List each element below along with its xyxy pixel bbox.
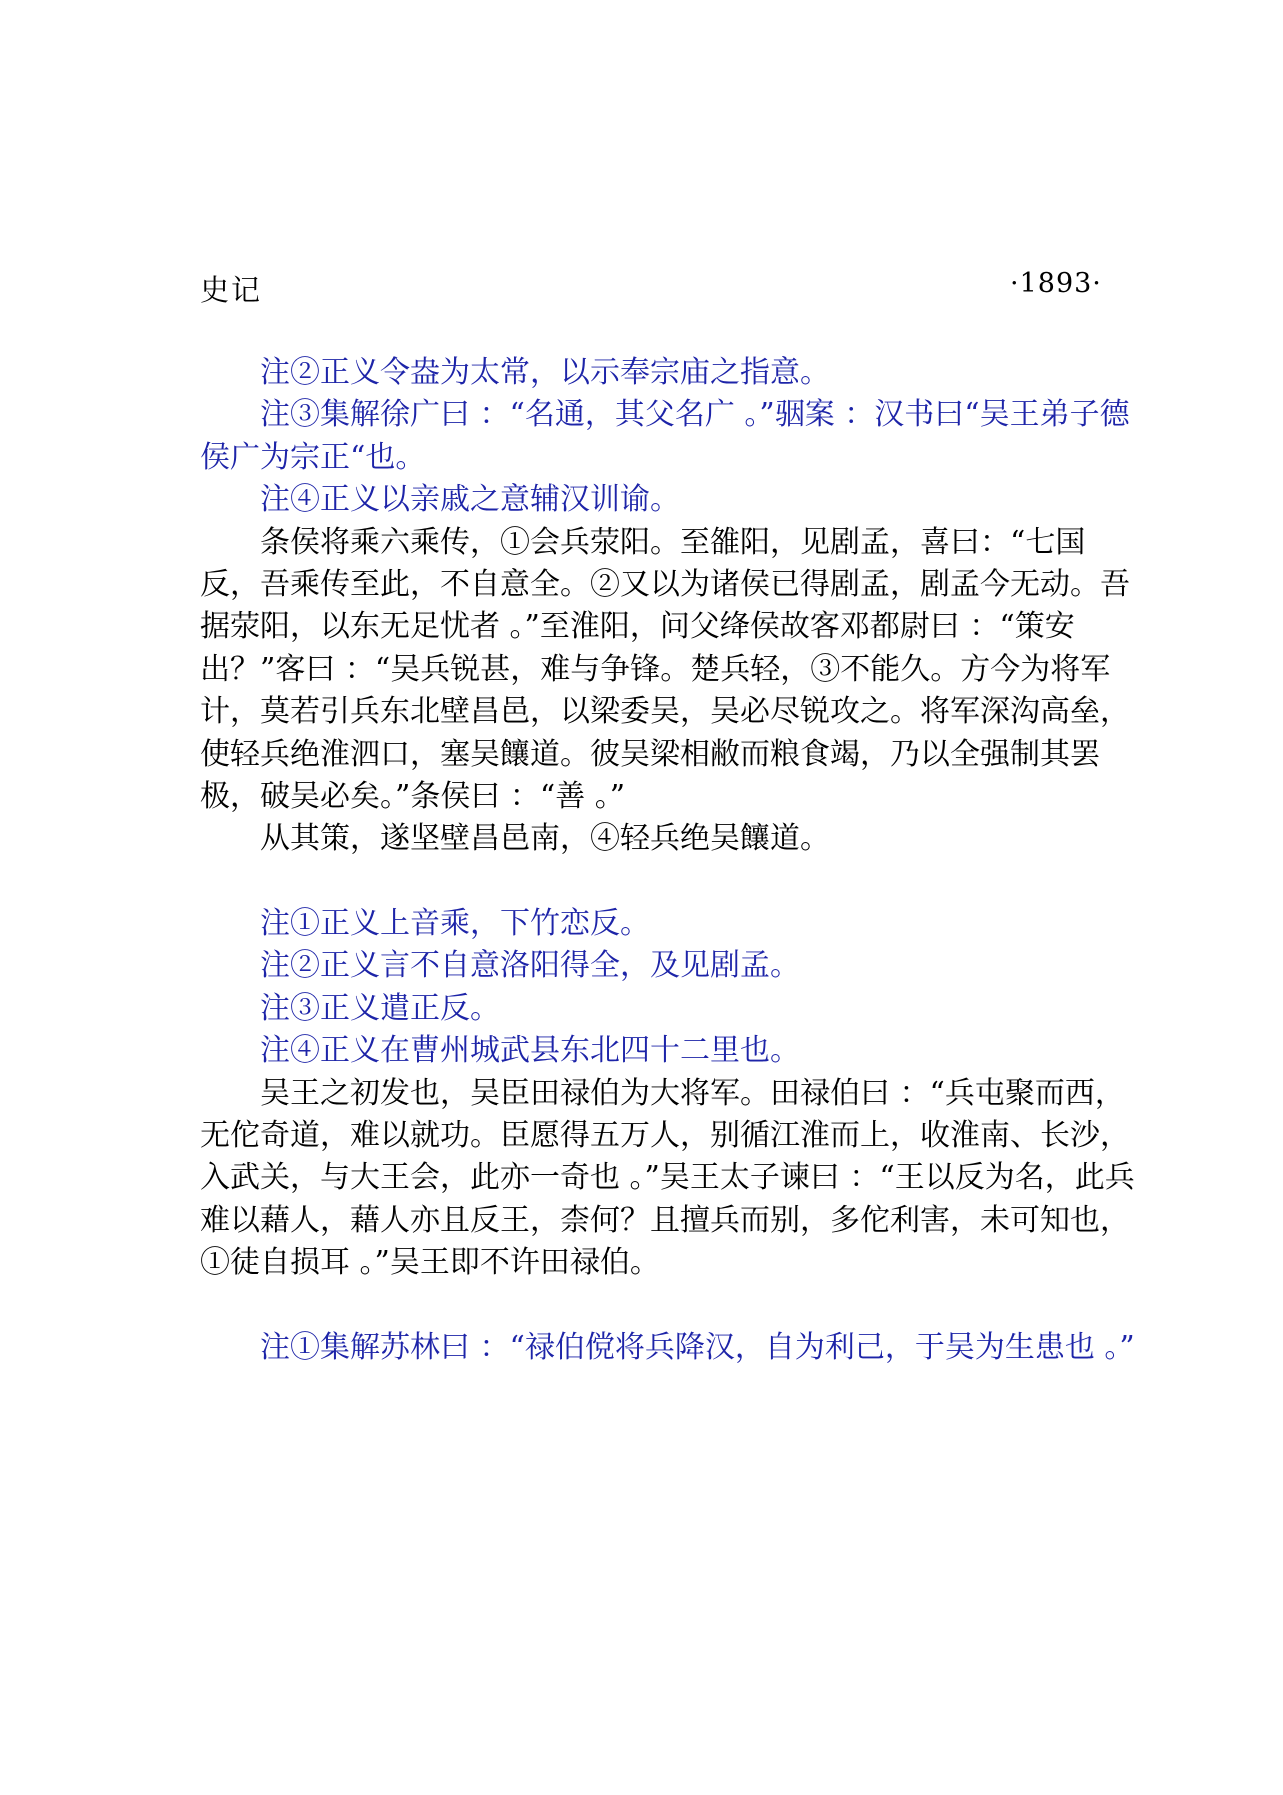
annotation-paragraph: 注②正义言不自意洛阳得全，及见剧孟。 — [260, 948, 800, 984]
main-text-paragraph: 吴王之初发也，吴臣田禄伯为大将军。田禄伯曰 ：“兵屯聚而西，无佗奇道，难以就功。臣愿得五万人，别循江淮而上，收淮南、长沙，入武关，与大王会，此亦一奇也 。”吴王太子谏曰 ：“王以反为名，此兵难以藉人，藉人亦且反王，柰何？且擅兵而别，多佗利害，未可知也，①徒自损耳 。”吴王即不许田禄伯。 — [200, 1075, 1135, 1281]
paragraph-spacer — [200, 1285, 1140, 1327]
annotation-paragraph: 注④正义在曹州城武县东北四十二里也。 — [260, 1033, 800, 1069]
annotation-paragraph: 注①集解苏林曰 ：“禄伯傥将兵降汉，自为利己，于吴为生患也 。” — [260, 1329, 1135, 1365]
annotation-paragraph: 注③集解徐广曰 ：“名通，其父名广 。”骃案 ：汉书曰“吴王弟子德侯广为宗正“也。 — [200, 397, 1130, 475]
annotation-paragraph: 注②正义令盎为太常，以示奉宗庙之指意。 — [260, 355, 830, 390]
main-text-paragraph: 条侯将乘六乘传，①会兵荥阳。至雒阳，见剧孟，喜曰：“七国反，吾乘传至此，不自意全。②又以为诸侯已得剧孟，剧孟今无动。吾据荥阳，以东无足忧者 。”至淮阳，问父绛侯故客邓都尉曰 ：“策安出？”客曰 ：“吴兵锐甚，难与争锋。楚兵轻，③不能久。方今为将军计，莫若引兵东北壁昌邑，以梁委吴，吴必尽锐攻之。将军深沟高垒，使轻兵绝淮泗口，塞吴饟道。彼吴梁相敝而粮食竭，乃以全强制其罢极，破吴必矣。”条侯曰 ：“善 。” — [200, 524, 1130, 815]
document-body — [200, 352, 1140, 1369]
annotation-paragraph: 注④正义以亲戚之意辅汉训谕。 — [260, 482, 680, 518]
paragraph-spacer — [200, 861, 1140, 903]
main-text-paragraph: 从其策，遂坚壁昌邑南，④轻兵绝吴饟道。 — [260, 821, 830, 857]
annotation-paragraph: 注①正义上音乘，下竹恋反。 — [260, 905, 650, 941]
running-header-title: 史记 — [200, 273, 263, 307]
annotation-paragraph: 注③正义遣正反。 — [260, 990, 500, 1026]
page-number: ·1893· — [1010, 268, 1102, 299]
